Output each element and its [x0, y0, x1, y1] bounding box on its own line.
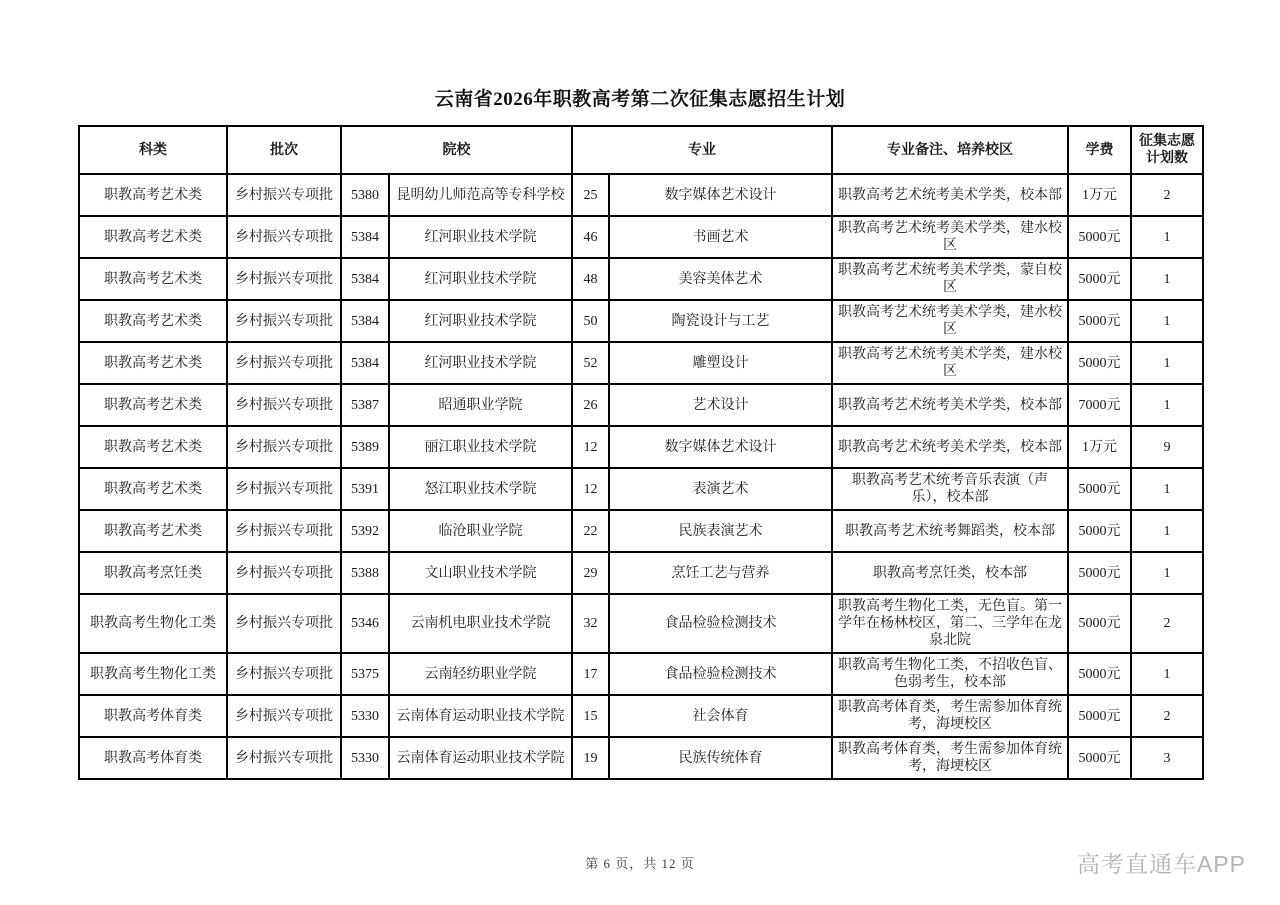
plan-count-cell: 1 [1131, 468, 1203, 510]
table-header [79, 126, 1203, 174]
batch-cell: 乡村振兴专项批 [227, 216, 341, 258]
school-name-cell: 红河职业技术学院 [389, 300, 572, 342]
tuition-cell: 5000元 [1068, 216, 1131, 258]
school-name-cell: 红河职业技术学院 [389, 216, 572, 258]
category-cell: 职教高考生物化工类 [79, 594, 227, 653]
plan-count-cell: 1 [1131, 552, 1203, 594]
plan-count-cell: 1 [1131, 300, 1203, 342]
page-number: 第 6 页，共 12 页 [585, 856, 695, 871]
major-name-cell: 食品检验检测技术 [609, 653, 832, 695]
school-code-cell: 5330 [341, 737, 389, 779]
category-cell: 职教高考艺术类 [79, 342, 227, 384]
major-name-cell: 表演艺术 [609, 468, 832, 510]
major-code-cell: 22 [572, 510, 609, 552]
remark-cell: 职教高考生物化工类，无色盲。第一学年在杨林校区，第二、三学年在龙泉北院 [832, 594, 1068, 653]
school-name-cell: 红河职业技术学院 [389, 342, 572, 384]
plan-count-cell: 1 [1131, 384, 1203, 426]
category-cell: 职教高考艺术类 [79, 468, 227, 510]
school-code-cell: 5346 [341, 594, 389, 653]
school-name-cell: 昆明幼儿师范高等专科学校 [389, 174, 572, 216]
school-code-cell: 5380 [341, 174, 389, 216]
tuition-cell: 5000元 [1068, 594, 1131, 653]
table-row [79, 300, 1203, 342]
category-cell: 职教高考生物化工类 [79, 653, 227, 695]
major-code-cell: 15 [572, 695, 609, 737]
plan-count-cell: 1 [1131, 653, 1203, 695]
remark-cell: 职教高考艺术统考美术学类，建水校区 [832, 342, 1068, 384]
plan-count-cell: 9 [1131, 426, 1203, 468]
table-row [79, 258, 1203, 300]
major-code-cell: 26 [572, 384, 609, 426]
plan-count-cell: 2 [1131, 594, 1203, 653]
major-code-cell: 48 [572, 258, 609, 300]
remark-cell: 职教高考艺术统考美术学类，蒙自校区 [832, 258, 1068, 300]
major-name-cell: 书画艺术 [609, 216, 832, 258]
major-name-cell: 美容美体艺术 [609, 258, 832, 300]
major-name-cell: 雕塑设计 [609, 342, 832, 384]
batch-cell: 乡村振兴专项批 [227, 258, 341, 300]
plan-count-cell: 1 [1131, 258, 1203, 300]
school-name-cell: 丽江职业技术学院 [389, 426, 572, 468]
remark-cell: 职教高考艺术统考美术学类，校本部 [832, 384, 1068, 426]
major-code-cell: 25 [572, 174, 609, 216]
category-cell: 职教高考烹饪类 [79, 552, 227, 594]
major-name-cell: 艺术设计 [609, 384, 832, 426]
remark-cell: 职教高考艺术统考音乐表演（声乐），校本部 [832, 468, 1068, 510]
school-name-cell: 文山职业技术学院 [389, 552, 572, 594]
enrollment-plan-table [78, 125, 1204, 780]
tuition-cell: 5000元 [1068, 653, 1131, 695]
major-name-cell: 社会体育 [609, 695, 832, 737]
remark-cell: 职教高考艺术统考美术学类，校本部 [832, 174, 1068, 216]
school-code-cell: 5387 [341, 384, 389, 426]
school-code-cell: 5389 [341, 426, 389, 468]
header-major: 专业 [572, 126, 832, 174]
category-cell: 职教高考艺术类 [79, 300, 227, 342]
category-cell: 职教高考艺术类 [79, 426, 227, 468]
major-code-cell: 52 [572, 342, 609, 384]
plan-count-cell: 1 [1131, 216, 1203, 258]
tuition-cell: 5000元 [1068, 258, 1131, 300]
header-remark: 专业备注、培养校区 [832, 126, 1068, 174]
school-name-cell: 云南轻纺职业学院 [389, 653, 572, 695]
batch-cell: 乡村振兴专项批 [227, 653, 341, 695]
school-code-cell: 5375 [341, 653, 389, 695]
school-code-cell: 5384 [341, 342, 389, 384]
batch-cell: 乡村振兴专项批 [227, 426, 341, 468]
batch-cell: 乡村振兴专项批 [227, 510, 341, 552]
school-name-cell: 云南体育运动职业技术学院 [389, 695, 572, 737]
tuition-cell: 5000元 [1068, 737, 1131, 779]
table-row [79, 216, 1203, 258]
batch-cell: 乡村振兴专项批 [227, 695, 341, 737]
school-name-cell: 怒江职业技术学院 [389, 468, 572, 510]
major-code-cell: 46 [572, 216, 609, 258]
table-row [79, 653, 1203, 695]
major-name-cell: 民族表演艺术 [609, 510, 832, 552]
batch-cell: 乡村振兴专项批 [227, 737, 341, 779]
major-name-cell: 陶瓷设计与工艺 [609, 300, 832, 342]
batch-cell: 乡村振兴专项批 [227, 468, 341, 510]
tuition-cell: 7000元 [1068, 384, 1131, 426]
category-cell: 职教高考体育类 [79, 695, 227, 737]
major-code-cell: 29 [572, 552, 609, 594]
table-row [79, 468, 1203, 510]
school-code-cell: 5391 [341, 468, 389, 510]
school-code-cell: 5384 [341, 216, 389, 258]
header-school: 院校 [341, 126, 572, 174]
tuition-cell: 5000元 [1068, 468, 1131, 510]
remark-cell: 职教高考烹饪类，校本部 [832, 552, 1068, 594]
table-body [79, 174, 1203, 779]
remark-cell: 职教高考艺术统考美术学类，建水校区 [832, 300, 1068, 342]
major-name-cell: 食品检验检测技术 [609, 594, 832, 653]
category-cell: 职教高考体育类 [79, 737, 227, 779]
school-name-cell: 云南体育运动职业技术学院 [389, 737, 572, 779]
school-name-cell: 昭通职业学院 [389, 384, 572, 426]
school-name-cell: 临沧职业学院 [389, 510, 572, 552]
plan-count-cell: 2 [1131, 695, 1203, 737]
header-tuition: 学费 [1068, 126, 1131, 174]
batch-cell: 乡村振兴专项批 [227, 342, 341, 384]
batch-cell: 乡村振兴专项批 [227, 552, 341, 594]
tuition-cell: 1万元 [1068, 174, 1131, 216]
remark-cell: 职教高考生物化工类，不招收色盲、色弱考生，校本部 [832, 653, 1068, 695]
remark-cell: 职教高考艺术统考美术学类，校本部 [832, 426, 1068, 468]
table-row [79, 174, 1203, 216]
remark-cell: 职教高考体育类，考生需参加体育统考，海埂校区 [832, 737, 1068, 779]
tuition-cell: 5000元 [1068, 510, 1131, 552]
header-row [79, 126, 1203, 174]
major-code-cell: 17 [572, 653, 609, 695]
tuition-cell: 1万元 [1068, 426, 1131, 468]
table-row [79, 737, 1203, 779]
remark-cell: 职教高考艺术统考美术学类，建水校区 [832, 216, 1068, 258]
tuition-cell: 5000元 [1068, 695, 1131, 737]
school-name-cell: 红河职业技术学院 [389, 258, 572, 300]
category-cell: 职教高考艺术类 [79, 384, 227, 426]
category-cell: 职教高考艺术类 [79, 216, 227, 258]
table-row [79, 594, 1203, 653]
major-name-cell: 数字媒体艺术设计 [609, 426, 832, 468]
major-code-cell: 12 [572, 468, 609, 510]
major-name-cell: 烹饪工艺与营养 [609, 552, 832, 594]
school-code-cell: 5384 [341, 300, 389, 342]
category-cell: 职教高考艺术类 [79, 510, 227, 552]
batch-cell: 乡村振兴专项批 [227, 594, 341, 653]
remark-cell: 职教高考艺术统考舞蹈类，校本部 [832, 510, 1068, 552]
school-code-cell: 5384 [341, 258, 389, 300]
category-cell: 职教高考艺术类 [79, 258, 227, 300]
school-code-cell: 5392 [341, 510, 389, 552]
plan-count-cell: 1 [1131, 342, 1203, 384]
table-row [79, 695, 1203, 737]
batch-cell: 乡村振兴专项批 [227, 384, 341, 426]
header-category: 科类 [79, 126, 227, 174]
school-code-cell: 5388 [341, 552, 389, 594]
table-row [79, 384, 1203, 426]
batch-cell: 乡村振兴专项批 [227, 174, 341, 216]
table-row [79, 426, 1203, 468]
plan-count-cell: 3 [1131, 737, 1203, 779]
watermark-label: 高考直通车APP [1076, 851, 1246, 877]
plan-count-cell: 2 [1131, 174, 1203, 216]
tuition-cell: 5000元 [1068, 342, 1131, 384]
category-cell: 职教高考艺术类 [79, 174, 227, 216]
major-code-cell: 12 [572, 426, 609, 468]
plan-count-cell: 1 [1131, 510, 1203, 552]
school-code-cell: 5330 [341, 695, 389, 737]
batch-cell: 乡村振兴专项批 [227, 300, 341, 342]
table-row [79, 342, 1203, 384]
major-name-cell: 数字媒体艺术设计 [609, 174, 832, 216]
table-row [79, 552, 1203, 594]
school-name-cell: 云南机电职业技术学院 [389, 594, 572, 653]
major-code-cell: 50 [572, 300, 609, 342]
remark-cell: 职教高考体育类，考生需参加体育统考，海埂校区 [832, 695, 1068, 737]
table-row [79, 510, 1203, 552]
header-batch: 批次 [227, 126, 341, 174]
major-code-cell: 19 [572, 737, 609, 779]
major-code-cell: 32 [572, 594, 609, 653]
page-title: 云南省2026年职教高考第二次征集志愿招生计划 [434, 89, 846, 110]
header-plan-count: 征集志愿计划数 [1131, 126, 1203, 174]
major-name-cell: 民族传统体育 [609, 737, 832, 779]
tuition-cell: 5000元 [1068, 552, 1131, 594]
tuition-cell: 5000元 [1068, 300, 1131, 342]
